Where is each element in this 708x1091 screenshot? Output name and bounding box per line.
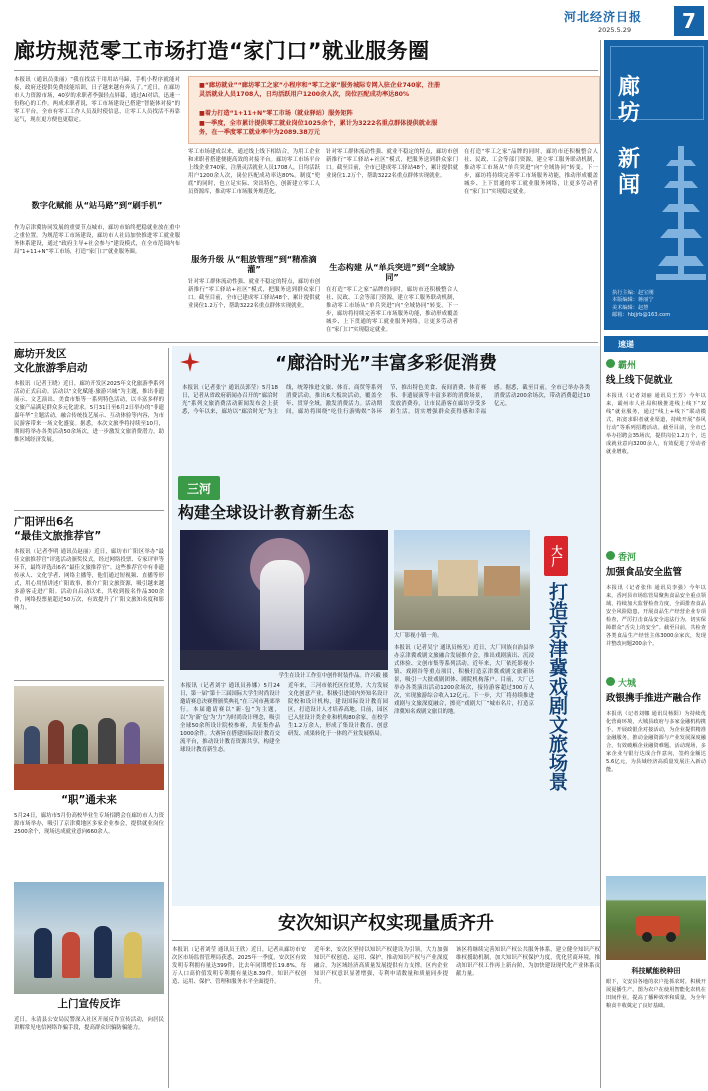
guangyang-headline-1: 广阳评出6名 <box>14 516 74 528</box>
feature-body: 本报讯（记者张宁 通讯员郭莹）5月18日，记者从省政府新闻办召开的“廊洽时光”系列文旅消费活动新闻发布会上获悉，今年以来，廊坊以“廊洽时光”为主线，统筹推进文旅、体育、商贸等系列消费活动，推出6大板块活动，覆盖全年、贯穿全域，激发消费活力。活动期间，廊坊将围绕“吃住行游购娱”各环节，推出特色美食、夜间消费、体育赛事、非遗展演等丰富多彩的消费场景，发放消费券，让市民游客在廊坊享受多彩生活，切实增强群众获得感和幸福感。据悉，截至目前，全市已举办各类消费活动200余场次，带动消费超过10亿元。 <box>182 385 590 415</box>
paper-name: 河北经济日报 <box>564 10 643 24</box>
banner-title-2: 坊 <box>618 101 641 126</box>
dachang-tag <box>544 536 568 576</box>
location-pin-icon <box>606 677 615 686</box>
anci-headline: 安次知识产权实现量质齐升 <box>278 913 494 934</box>
sanhe-headline: 构建全球设计教育新生态 <box>178 503 355 522</box>
sanhe-tag-label: 三河 <box>186 481 211 496</box>
anci-body-2: 近年来，安次区坚持以知识产权建设为引领，大力加强知识产权创造、运用、保护，推动知识产权与产业深度融合，为区域经济高质量发展提供有力支撑。区内企业知识产权意识显著增强，专利申请数量和质量同步提升。 <box>314 947 448 985</box>
farmland-photo-title: 科技赋能秧种田 <box>631 967 681 975</box>
kaifaqu-headline-2: 文化旅游季启动 <box>14 362 88 374</box>
feature-section <box>172 346 600 906</box>
editor-line: 邮箱：hbjjrb@163.com <box>612 312 671 319</box>
farmland-photo <box>606 876 706 960</box>
fashion-photo-caption: 学生在设计工作室中创作时装作品。许兴毅 摄 <box>278 673 388 679</box>
feature-headline: “廊洽时光”丰富多彩促消费 <box>275 353 497 374</box>
pagoda-illustration <box>656 136 706 286</box>
guangyang-body: 本报讯（记者李明 通讯员赵丽）近日，廊坊市广阳区举办“最佳文旅推荐官”评选活动颁奖仪式，经过网络投票、专家评审等环节，最终评选出6名“最佳文旅推荐官”。这些推荐官中有非遗传承人、文化学者、网络主播等，他们通过短视频、直播等形式，用心用情讲述广阳故事，推介广阳文旅资源，吸引越来越多游客走进广阳。活动自启动以来，共收到报名作品300余件，网络投票量超过50万次，有效提升了广阳文旅知名度和影响力。 <box>14 549 164 611</box>
express-header-label: 速递 <box>618 339 634 349</box>
fashion-photo <box>180 530 388 670</box>
express-place: 大城 <box>618 679 637 689</box>
main-headline: 廊坊规范零工市场打造“家门口”就业服务圈 <box>14 39 430 63</box>
main-body-4b: 在打造“零工之家”品牌的同时，廊坊市还积极整合人社、民政、工会等部门资源，建立零工服务联动机制，推动零工市场从“单兵突进”向“全域协同”转变。下一步，廊坊将持续完善零工市场服务功能，推动形成覆盖城乡、上下贯通的零工就业服务网络，让更多劳动者在“家门口”实现稳定就业。 <box>464 149 598 195</box>
farmland-photo-text: 眼下，文安县各地的农户抢抓农时，积极开展夏播生产。图为农户在使用智能化农机在田间作业，提高了播种效率和质量，为全年粮食丰收奠定了良好基础。 <box>606 979 706 1009</box>
express-body: 本报讯（记者刘丽 通讯员王芳）今年以来，霸州市人社局积极推进线上线下“双线”就业服务，通过“线上+线下”联动模式，拓宽求职者就业渠道，持续开展“春风行动”等系列招聘活动。截至目前，全市已举办招聘会35场次，提供岗位1.2万个，达成就业意向3200余人，有效促进了劳动者就业增收。 <box>606 393 706 455</box>
express-header <box>604 336 708 352</box>
main-lead-text: 本报讯（通讯员张丽）“我在找活干用用站马蹄，手机小程序就能对接，政府还提供免费技能培训，日子越来越有奔头了。”近日，在廊坊市人力资源市场，40岁的求职者李强轻点屏幕，通过AI对话，迅速一份称心的工作。两成求职者说，零工市场建设已搭建“智能体对接”的零工平台，全市有零工工作人员及时使信息，让零工人员找活不再靠运气，现在更方便也更稳定。 <box>14 77 180 123</box>
issue-date: 2025.5.29 <box>598 26 632 34</box>
kaifaqu-body: 本报讯（记者王晓）近日，廊坊开发区2025年文化旅游季系列活动正式启动。活动以“文化赋能·旅游兴城”为主题，推出非遗展示、文艺演出、美食市集等一系列特色活动，以丰富多样的文旅产品满足群众多元化需求。5月31日至6月2日举办的“非遗嘉年华”主题活动，融合传统技艺展示、互动体验等内容，为市民游客带来一场文化盛宴。据悉，本次文旅季将持续至10月，期间将举办各类活动50余场次，进一步激发文旅消费潜力，助推区域经济发展。 <box>14 381 164 443</box>
job-fair-photo <box>14 686 164 790</box>
dachang-body: 本报讯（记者吴宁 通讯员杨光）近日，大厂回族自治县举办京津冀戏剧文旅融合发展推介会，推出戏剧演出、沉浸式体验、文创市集等系列活动。近年来，大厂依托影视小镇、戏剧谷等重点项目，积极打造京津冀戏剧文旅新场景，吸引一大批戏剧团体、剧院机构落户。目前，大厂已举办各类演出活动1200余场次，接待游客超过300万人次，实现旅游综合收入12亿元。下一步，大厂将持续推进戏剧与文旅深度融合，擦亮“戏剧大厂”城市名片，打造京津冀知名戏剧文旅目的地。 <box>394 645 534 715</box>
highlight-item: ■着力打造“1+11+N”零工市场（就业驿站）服务矩阵 <box>199 110 353 117</box>
job-fair-title: “职”通未来 <box>61 794 117 806</box>
anti-fraud-photo <box>14 882 164 994</box>
dachang-tag-label: 大厂 <box>550 545 563 567</box>
anci-body-1: 本报讯（记者刘莹 通讯员王欣）近日，记者从廊坊市安次区市场监督管理局获悉，2025年一季度，安次区有效发明专利拥有量达399件，比去年同期增长19.8%，每万人口高价值发明专利拥有量达8.39件。知识产权创造、运用、保护、管理和服务水平全面提升。 <box>172 947 306 985</box>
location-pin-icon <box>606 359 615 368</box>
highlight-item: ■一季度，全市累计提供零工就业岗位1025余个，累计为3222名重点群体提供就业服务，在一季度零工就业率中为2089.38万元 <box>199 120 438 136</box>
right-column <box>604 336 708 1091</box>
banner-title-3: 新 <box>618 147 641 172</box>
express-title: 政银携手推进产融合作 <box>606 693 702 704</box>
guangyang-headline-2: “最佳文旅推荐官” <box>14 530 102 542</box>
express-place: 香河 <box>618 553 637 563</box>
banner-title-4: 闻 <box>618 173 641 198</box>
side-banner <box>604 40 708 330</box>
location-pin-icon <box>606 551 615 560</box>
banner-title-1: 廊 <box>618 75 641 100</box>
express-body: 本报讯（记者张伟 通讯员李强）今年以来，香河县市场监管局聚焦食品安全重点领域，持续加大监督检查力度，全面排查食品安全风险隐患，开展食品生产经营企业专项检查，严厉打击食品安全违法行为，切实保障群众“舌尖上的安全”。截至目前，共检查各类食品生产经营主体3000余家次，发现并整改问题200余个。 <box>606 585 706 647</box>
masthead <box>560 6 708 40</box>
main-body-2b: 针对零工群体流动性强、就业不稳定的特点，廊坊市创新推行“零工驿站+社区”模式，把服务送到群众家门口。截至目前，全市已建成零工驿站48个，累计提供就业岗位1.2万个，帮助3222名重点群体实现就业。 <box>188 279 320 309</box>
main-subhead-1: 数字化赋能 从“站马路”到“刷手机” <box>31 200 163 210</box>
job-fair-caption: 5月24日，廊坊市5月份高校毕业生专场招聘会在廊坊市人力资源市场举办，吸引了京津冀地区多家企业参会，提供就业岗位2500余个，现场达成就业意向660余人。 <box>14 813 164 835</box>
main-body-2: 零工市场建成以来，通过线上线下相结合，为用工企业和求职者搭建便捷高效的对接平台。廊坊零工市场平台上线企业740家，注册灵活就业人员1708人，日均活跃用户1200余人次，岗位匹配成功率达80%。制度“兜底”的同时，也立足实际、突出特色，创新建立零工人员资源库，推动零工市场服务规范化。 <box>188 149 320 195</box>
dachang-photo-caption: 大厂影视小镇一角。 <box>394 633 443 639</box>
anti-fraud-title: 上门宣传反诈 <box>57 998 121 1010</box>
main-body-4: 在打造“零工之家”品牌的同时，廊坊市还积极整合人社、民政、工会等部门资源，建立零工服务联动机制，推动零工市场从“单兵突进”向“全域协同”转变。下一步，廊坊将持续完善零工市场服务功能，推动形成覆盖城乡、上下贯通的零工就业服务网络，让更多劳动者在“家门口”实现稳定就业。 <box>326 287 458 333</box>
editor-line: 本版编辑：蒋丽宁 <box>612 297 654 304</box>
sanhe-tag <box>178 476 220 500</box>
sanhe-body-1: 本报讯（记者刘宇 通讯员孙娜）5月24日，第一届“第十三届国际大学生时尚设计邀请赛总决赛暨颁奖典礼”在三河市燕郊举行。本届邀请赛以“新·包”为主题，以“为‘新’包‘为’力”为时尚设计理念，吸引全球50余所设计院校参赛，共征集作品1000余件。大赛旨在搭建国际设计教育交流平台，推动设计教育资源共享，构建全球设计教育新生态。 <box>180 683 280 753</box>
express-title: 线上线下促就业 <box>606 375 673 386</box>
dachang-headline: 打造京津冀戏剧文旅场景 <box>546 582 568 791</box>
express-place: 霸州 <box>618 361 637 371</box>
anti-fraud-caption: 近日，永清县公安局民警深入社区开展反诈宣传活动，向居民讲解常见电信网络诈骗手段，提高群众识骗防骗能力。 <box>14 1017 164 1031</box>
editor-line: 美术编辑：赵慧 <box>612 304 649 311</box>
main-body-3: 针对零工群体流动性强、就业不稳定的特点，廊坊市创新推行“零工驿站+社区”模式，把服务送到群众家门口。截至目前，全市已建成零工驿站48个，累计提供就业岗位1.2万个，帮助3222名重点群体实现就业。 <box>326 149 458 179</box>
express-body: 本报讯（记者刘娜 通讯员杨阳）为持续优化营商环境，大城县政府与多家金融机构携手，开展政银企对接活动，为企业提供精准金融服务，推动金融资源与产业发展深度融合，有效破解企业融资难题。活动现场，多家企业与银行达成合作意向，签约金额达5.6亿元，为县域经济高质量发展注入新动能。 <box>606 711 706 773</box>
main-subhead-2: 服务升级 从“粗放管理”到“精准滴灌” <box>191 254 317 274</box>
express-title: 加强食品安全监管 <box>606 567 683 578</box>
page-number: 7 <box>682 9 696 33</box>
highlights-box <box>188 76 600 144</box>
highlight-item: ■“廊坊就业”“廊坊零工之家”小程序和“零工之家”服务城际专网入驻企业740家，注册灵活就业人员1708人，日均活跃用户1200余人次，岗位匹配成功率达80% <box>199 82 441 98</box>
page-number-badge <box>674 6 704 36</box>
sanhe-body-2: 近年来，三河市依托区位优势，大力发展文化创意产业，积极引进国内外知名设计院校和设计机构，建设国际设计教育园区，打造设计人才培养高地。目前，园区已入驻设计类企业和机构80余家，在校学生1.2万余人，形成了集设计教育、创意研发、成果转化于一体的产业发展格局。 <box>288 683 388 737</box>
kaifaqu-headline-1: 廊坊开发区 <box>14 348 67 360</box>
dachang-photo <box>394 530 530 630</box>
anci-body-3: 该区将继续完善知识产权公共服务体系，建立健全知识产权维权援助机制，加大知识产权保护力度，优化营商环境，推动知识产权工作再上新台阶，为加快建设现代化产业体系贡献力量。 <box>456 947 600 977</box>
editor-credits <box>612 290 702 320</box>
main-subhead-3: 生态构建 从“单兵突进”到“全域协同” <box>329 262 455 282</box>
editor-line: 执行主编：赵宝刚 <box>612 290 654 296</box>
main-body-1: 作为京津冀协同发展的重要节点城市，廊坊市始终把稳就业放在重中之重位置。为规范零工市场建设，廊坊市人社局加快推进零工就业服务体系建设，通过“政府主导+社会参与”建设模式，在全市范围内布局“1+11+N”零工市场，打造“家门口”就业服务圈。 <box>14 225 180 255</box>
